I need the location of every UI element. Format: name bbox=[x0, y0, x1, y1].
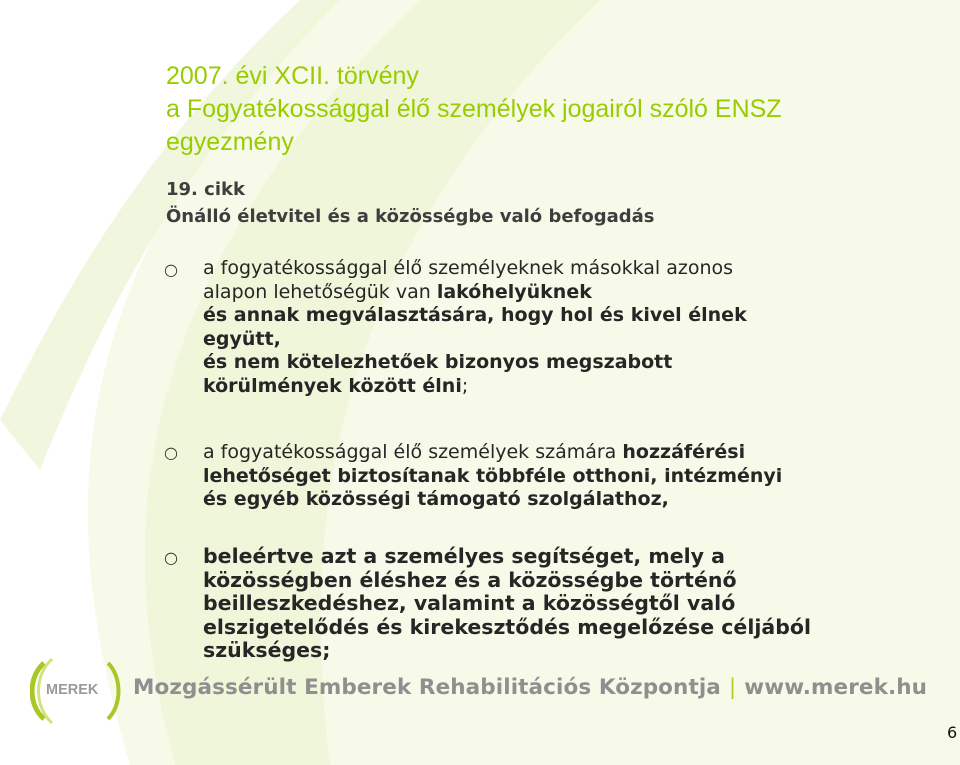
title-line-3: egyezmény bbox=[166, 128, 294, 156]
footer-banner bbox=[30, 655, 930, 725]
bullet-paragraph-2 bbox=[203, 441, 782, 512]
paragraph-line: a fogyatékossággal élő személyeknek másokkal azonos bbox=[203, 257, 734, 279]
bullet-icon: ○ bbox=[164, 548, 178, 567]
paragraph-line: beleértve azt a személyes segítséget, mely a bbox=[203, 544, 725, 568]
paragraph-line: alapon lehetőségük van lakóhelyüknek bbox=[203, 280, 592, 303]
article-header bbox=[166, 176, 655, 230]
website-link[interactable]: www.merek.hu bbox=[744, 675, 928, 700]
paragraph-line: együtt, bbox=[203, 327, 281, 350]
paragraph-line: és annak megválasztására, hogy hol és kivel élnek bbox=[203, 304, 747, 326]
organization-name: Mozgássérült Emberek Rehabilitációs Központja bbox=[133, 675, 721, 700]
paragraph-line: lehetőséget biztosítanak többféle otthoni, intézményi bbox=[203, 464, 783, 487]
paragraph-line: és egyéb közösségi támogató szolgálathoz, bbox=[203, 488, 669, 510]
footer-separator: | bbox=[728, 675, 737, 700]
paragraph-line: és nem kötelezhetőek bizonyos megszabott bbox=[203, 351, 673, 373]
bullet-icon: ○ bbox=[164, 260, 178, 279]
paragraph-line: közösségben éléshez és a közösségbe történő bbox=[203, 567, 737, 592]
paragraph-line: körülmények között élni; bbox=[203, 374, 469, 397]
footer-org-line bbox=[133, 675, 927, 700]
bullet-paragraph-3 bbox=[203, 545, 811, 663]
bullet-icon: ○ bbox=[164, 443, 178, 462]
presentation-title bbox=[166, 60, 782, 159]
article-number: 19. cikk bbox=[166, 179, 245, 200]
title-line-2: a Fogyatékossággal élő személyek jogairól szóló ENSZ bbox=[166, 95, 782, 123]
article-heading: Önálló életvitel és a közösségbe való befogadás bbox=[166, 206, 655, 227]
paragraph-line: a fogyatékossággal élő személyek számára hozzáférési bbox=[203, 441, 746, 463]
merek-logo-text: MEREK bbox=[46, 682, 99, 698]
bullet-paragraph-1 bbox=[203, 257, 747, 398]
paragraph-line: beilleszkedéshez, valamint a közösségtől való bbox=[203, 591, 736, 615]
page-number: 6 bbox=[947, 723, 958, 742]
title-line-1: 2007. évi XCII. törvény bbox=[166, 62, 419, 90]
paragraph-line: szükséges; bbox=[203, 638, 331, 662]
paragraph-line: elszigetelődés és kirekesztődés megelőzése céljából bbox=[203, 614, 811, 639]
